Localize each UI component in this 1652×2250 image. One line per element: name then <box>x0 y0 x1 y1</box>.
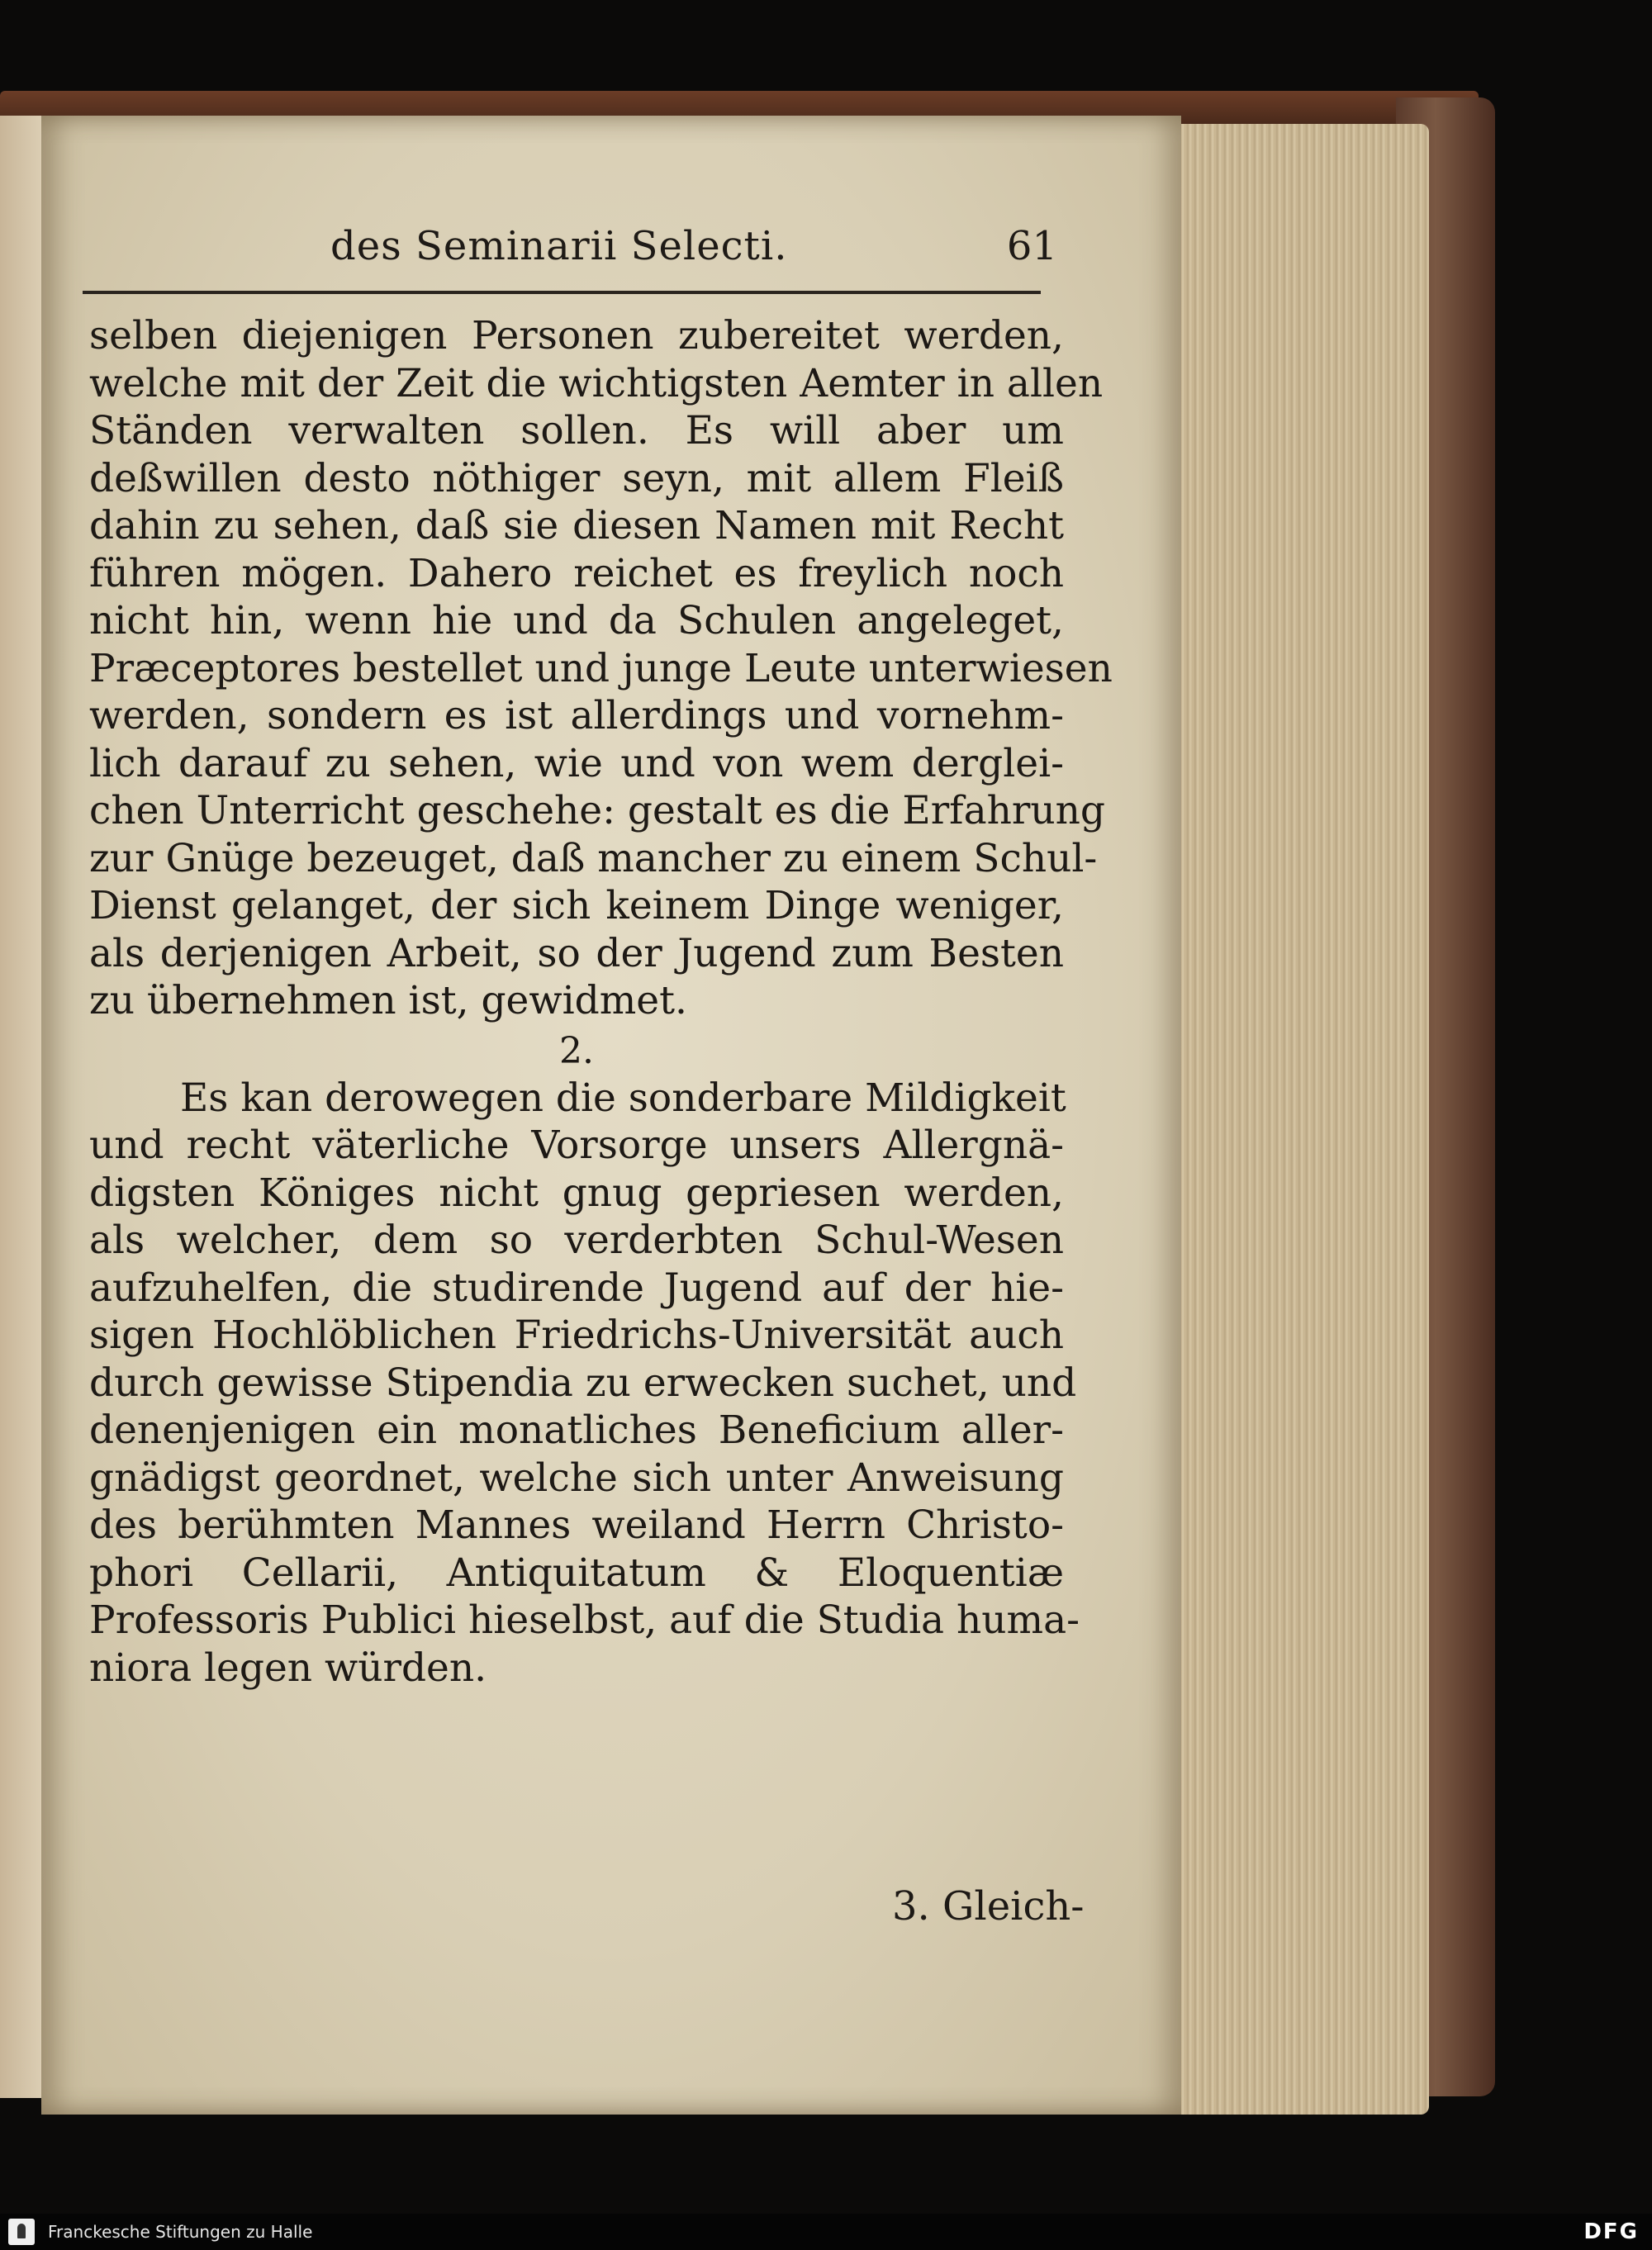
text-line: des berühmten Mannes weiland Herrn Christo- <box>89 1502 1064 1548</box>
institution-name: Franckesche Stiftungen zu Halle <box>48 2222 313 2242</box>
header-rule <box>83 291 1041 294</box>
text-line: aufzuhelfen, die studirende Jugend auf der hie- <box>89 1265 1064 1311</box>
section-number: 2. <box>559 1029 594 1072</box>
text-line: welche mit der Zeit die wichtigsten Aemter in allen <box>89 360 1104 406</box>
page-header <box>83 223 1057 281</box>
text-line: digsten Königes nicht gnug gepriesen werden, <box>89 1170 1064 1216</box>
facing-page-edge <box>0 116 45 2098</box>
text-line: chen Unterricht geschehe: gestalt es die Erfahrung <box>89 788 1105 833</box>
text-line: denenjenigen ein monatliches Beneficium aller- <box>89 1407 1064 1453</box>
footer-bar <box>0 2214 1652 2250</box>
text-line: nicht hin, wenn hie und da Schulen angeleget, <box>89 598 1064 643</box>
text-line: phori Cellarii, Antiquitatum & Eloquentiæ <box>89 1550 1064 1596</box>
text-line: Præceptores bestellet und junge Leute unterwiesen <box>89 645 1113 691</box>
text-line: durch gewisse Stipendia zu erwecken suchet, und <box>89 1360 1077 1406</box>
institution-logo-icon <box>8 2219 35 2245</box>
body-text <box>89 312 1113 1692</box>
text-line: gnädigst geordnet, welche sich unter Anweisung <box>89 1455 1064 1501</box>
text-line: lich darauf zu sehen, wie und von wem derglei- <box>89 740 1064 786</box>
text-line: werden, sondern es ist allerdings und vornehm- <box>89 693 1064 738</box>
page-fore-edge <box>1148 124 1429 2115</box>
text-line: deßwillen desto nöthiger seyn, mit allem Fleiß <box>89 455 1064 501</box>
text-line: selben diejenigen Personen zubereitet werden, <box>89 313 1064 358</box>
text-line: niora legen würden. <box>89 1645 487 1691</box>
text-line: Ständen verwalten sollen. Es will aber um <box>89 408 1064 453</box>
catchword: 3. Gleich- <box>892 1883 1085 1930</box>
text-line: und recht väterliche Vorsorge unsers Allergnä- <box>89 1123 1064 1168</box>
running-head: des Seminarii Selecti. <box>330 223 788 269</box>
text-line: Professoris Publici hieselbst, auf die Studia huma- <box>89 1597 1080 1643</box>
text-line: führen mögen. Dahero reichet es freylich noch <box>89 550 1064 596</box>
text-line: als welcher, dem so verderbten Schul-Wesen <box>89 1218 1064 1263</box>
text-line: zu übernehmen ist, gewidmet. <box>89 978 687 1023</box>
page-number: 61 <box>1006 223 1057 269</box>
text-line: Dienst gelanget, der sich keinem Dinge weniger, <box>89 883 1064 928</box>
dfg-logo: DFG <box>1583 2219 1639 2244</box>
text-line: Es kan derowegen die sonderbare Mildigkeit <box>180 1075 1066 1121</box>
text-line: als derjenigen Arbeit, so der Jugend zum Besten <box>89 930 1064 976</box>
text-line: zur Gnüge bezeuget, daß mancher zu einem Schul- <box>89 835 1098 881</box>
text-line: dahin zu sehen, daß sie diesen Namen mit Recht <box>89 503 1064 548</box>
text-line: sigen Hochlöblichen Friedrichs-Universität auch <box>89 1312 1064 1358</box>
